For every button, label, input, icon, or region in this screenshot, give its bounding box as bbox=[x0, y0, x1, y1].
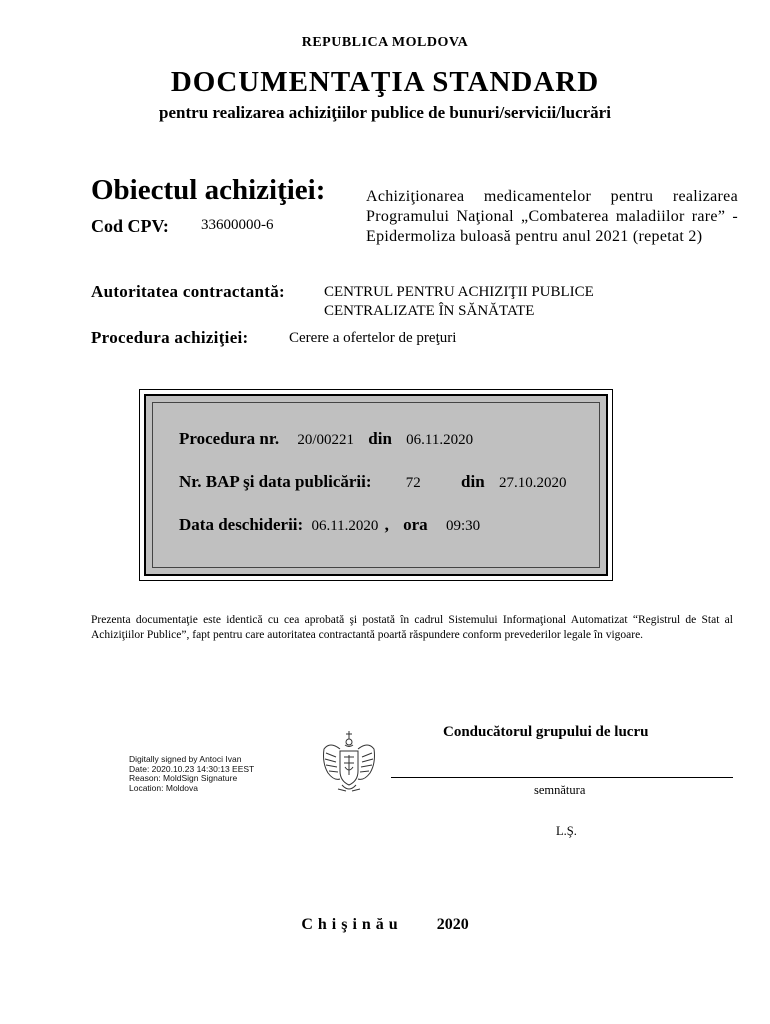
procedure-number-label: Procedura nr. bbox=[179, 429, 280, 448]
bap-row bbox=[179, 472, 566, 492]
document-title: DOCUMENTAŢIA STANDARD bbox=[170, 66, 600, 98]
authority-line-1: CENTRUL PENTRU ACHIZIŢII PUBLICE bbox=[324, 284, 594, 300]
bap-date-value: 27.10.2020 bbox=[498, 475, 567, 491]
coat-of-arms-icon bbox=[320, 727, 378, 797]
procedure-din-label: din bbox=[368, 429, 392, 448]
bap-number-value: 72 bbox=[405, 475, 421, 491]
procedure-number-value: 20/00221 bbox=[297, 432, 355, 448]
footer-year: 2020 bbox=[436, 916, 469, 933]
procedure-type-label: Procedura achiziţiei: bbox=[91, 328, 249, 347]
document-subtitle: pentru realizarea achiziţiilor publice de bunuri/servicii/lucrări bbox=[159, 103, 611, 122]
digital-signature-block bbox=[129, 755, 254, 793]
signature-line bbox=[391, 777, 733, 778]
cpv-label: Cod CPV: bbox=[91, 216, 169, 236]
digital-signature-line-1: Digitally signed by Antoci Ivan bbox=[129, 754, 242, 764]
opening-date-value: 06.11.2020 bbox=[311, 518, 379, 534]
digital-signature-line-2: Date: 2020.10.23 14:30:13 EEST bbox=[129, 763, 255, 774]
bap-din-label: din bbox=[461, 472, 485, 491]
authority-label: Autoritatea contractantă: bbox=[91, 282, 285, 301]
opening-separator: , bbox=[384, 515, 389, 534]
object-label: Obiectul achiziţiei: bbox=[91, 174, 326, 206]
cpv-value: 33600000-6 bbox=[201, 217, 274, 233]
procedure-type-value: Cerere a ofertelor de preţuri bbox=[289, 330, 457, 346]
opening-label: Data deschiderii: bbox=[179, 515, 304, 534]
bap-label: Nr. BAP şi data publicării: bbox=[179, 472, 372, 491]
authority-line-2: CENTRALIZATE ÎN SĂNĂTATE bbox=[324, 303, 535, 319]
procedure-box bbox=[144, 394, 608, 576]
procedure-number-row bbox=[179, 429, 473, 449]
digital-signature-line-3: Reason: MoldSign Signature bbox=[129, 773, 238, 783]
footer bbox=[0, 916, 770, 934]
opening-ora-label: ora bbox=[403, 515, 428, 534]
country-name: REPUBLICA MOLDOVA bbox=[301, 35, 469, 50]
procedure-date-value: 06.11.2020 bbox=[406, 432, 474, 448]
opening-time-value: 09:30 bbox=[445, 518, 481, 534]
group-leader-title: Conducătorul grupului de lucru bbox=[443, 724, 649, 740]
digital-signature-line-4: Location: Moldova bbox=[129, 782, 198, 793]
legal-notice: Prezenta documentaţie este identică cu cea aprobată şi postată în cadrul Sistemului Informaţional Automatizat “Registrul de Stat al Achiziţiilor Publice”, fapt pentru care autoritatea contractantă poartă răspundere conform prevederilor legale în vigoare. bbox=[91, 614, 733, 641]
signature-caption: semnătura bbox=[534, 783, 586, 797]
authority-value bbox=[324, 283, 684, 321]
seal-placeholder: L.Ş. bbox=[556, 824, 577, 838]
footer-city: Chişinău bbox=[301, 916, 403, 933]
object-description: Achiziţionarea medicamentelor pentru realizarea Programului Naţional „Combaterea maladiilor rare” - Epidermoliza buloasă pentru anul 2021 (repetat 2) bbox=[366, 188, 738, 245]
opening-row bbox=[179, 515, 480, 535]
